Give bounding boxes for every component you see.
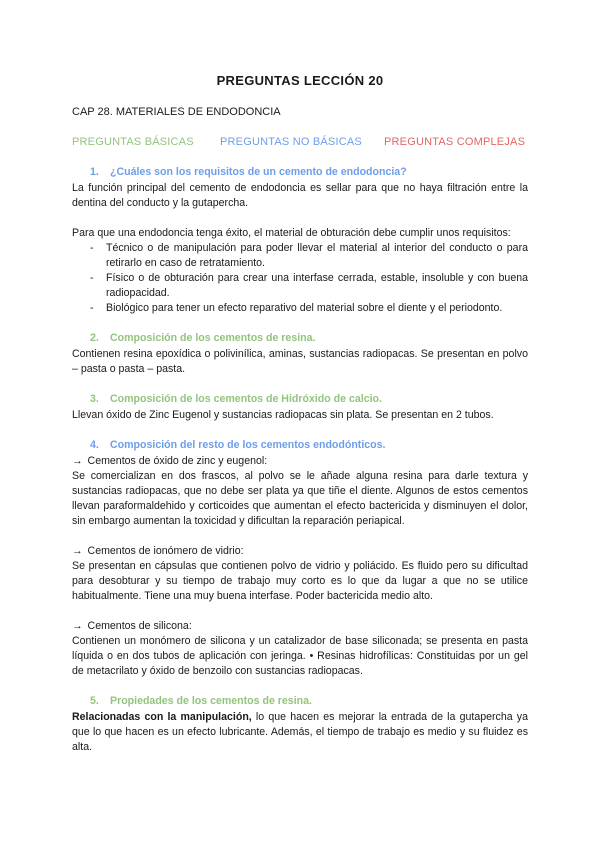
arrow-icon: → xyxy=(72,545,83,557)
question-5-paragraph xyxy=(72,710,528,755)
question-3-paragraph: Llevan óxido de Zinc Eugenol y sustancias radiopacas sin plata. Se presentan en 2 tubos. xyxy=(72,409,494,421)
zinc-cement-paragraph: Se comercializan en dos frascos, al polvo se le añade alguna resina para darle textura y sustancias radiopacas, que no debe ser plata ya que tiñe el diente. Algunos de estos cementos llevan paraformaldehido y corticoides que aumentan el efecto bactericida y disminuyen el dolor, sin embargo aumentan la toxicidad y dificultan la reparación periapical. xyxy=(72,470,528,527)
question-4-title: Composición del resto de los cementos endodónticos. xyxy=(110,439,386,451)
list-item-text: Biológico para tener un efecto reparativo del material sobre el diente y el periodonto. xyxy=(106,302,503,314)
zinc-cement-heading-text: Cementos de óxido de zinc y eugenol: xyxy=(87,455,268,467)
category-no-basic-label: PREGUNTAS NO BÁSICAS xyxy=(220,136,362,148)
list-item-text: Físico o de obturación para crear una interfase cerrada, estable, insoluble y con buena radiopacidad. xyxy=(106,272,528,299)
zinc-cement-heading xyxy=(72,454,528,469)
question-1-paragraph-1: La función principal del cemento de endodoncia es sellar para que no haya filtración entre la dentina del conducto y la gutapercha. xyxy=(72,182,528,209)
question-4-heading xyxy=(72,438,528,453)
silicone-cement-heading-text: Cementos de silicona: xyxy=(87,620,192,632)
ionomer-cement-heading-text: Cementos de ionómero de vidrio: xyxy=(87,545,244,557)
chapter-heading: CAP 28. MATERIALES DE ENDODONCIA xyxy=(72,106,281,118)
dash-marker: - xyxy=(90,272,94,284)
question-3-title: Composición de los cementos de Hidróxido de calcio. xyxy=(110,393,382,405)
question-3-number: 3. xyxy=(90,393,99,405)
dash-marker: - xyxy=(90,242,94,254)
ionomer-cement-heading xyxy=(72,544,528,559)
category-complex-label: PREGUNTAS COMPLEJAS xyxy=(384,136,526,148)
question-2-number: 2. xyxy=(90,332,99,344)
list-item-text: Técnico o de manipulación para poder llevar el material al interior del conducto o para retirarlo en caso de retratamiento. xyxy=(106,242,528,269)
question-5-heading xyxy=(72,694,528,709)
requirements-list xyxy=(72,241,528,316)
page-title: PREGUNTAS LECCIÓN 20 xyxy=(216,73,384,88)
silicone-cement-paragraph: Contienen un monómero de silicona y un catalizador de base siliconada; se presenta en pasta líquida o en dos tubos de aplicación con jeringa. • Resinas hidrofílicas: Constituidas por un gel de metacrilato y óxido de benzoilo con sustancias radiopacas. xyxy=(72,635,528,677)
question-3-heading xyxy=(72,392,528,407)
question-5-text: lo que hacen es mejorar la entrada de la gutapercha ya que lo que hacen es un efecto lubricante. Además, el tiempo de trabajo es medio y su fluidez es alta. xyxy=(72,711,528,753)
list-item xyxy=(72,301,528,316)
list-item xyxy=(72,271,528,301)
question-2-paragraph: Contienen resina epoxídica o polivinílica, aminas, sustancias radiopacas. Se presentan en polvo – pasta o pasta – pasta. xyxy=(72,348,528,375)
question-2-heading xyxy=(72,331,528,346)
dash-marker: - xyxy=(90,302,94,314)
ionomer-cement-paragraph: Se presentan en cápsulas que contienen polvo de vidrio y poliácido. Es fluido pero su dificultad para desobturar y su tiempo de trabajo muy corto es lo que da lugar a que no se utilice habitualmente. Tiene una muy buena interfase. Poder bactericida medio alto. xyxy=(72,560,528,602)
question-1-number: 1. xyxy=(90,166,99,178)
question-5-title: Propiedades de los cementos de resina. xyxy=(110,695,312,707)
list-item xyxy=(72,241,528,271)
category-basic-label: PREGUNTAS BÁSICAS xyxy=(72,136,194,148)
question-1-paragraph-2: Para que una endodoncia tenga éxito, el material de obturación debe cumplir unos requisitos: xyxy=(72,227,511,239)
document-body xyxy=(72,165,528,755)
question-2-title: Composición de los cementos de resina. xyxy=(110,332,316,344)
silicone-cement-heading xyxy=(72,619,528,634)
question-4-number: 4. xyxy=(90,439,99,451)
question-5-lead: Relacionadas con la manipulación, xyxy=(72,711,252,723)
question-5-number: 5. xyxy=(90,695,99,707)
question-1-heading xyxy=(72,165,528,180)
question-1-title: ¿Cuáles son los requisitos de un cemento de endodoncia? xyxy=(110,166,407,178)
arrow-icon: → xyxy=(72,620,83,632)
arrow-icon: → xyxy=(72,455,83,467)
